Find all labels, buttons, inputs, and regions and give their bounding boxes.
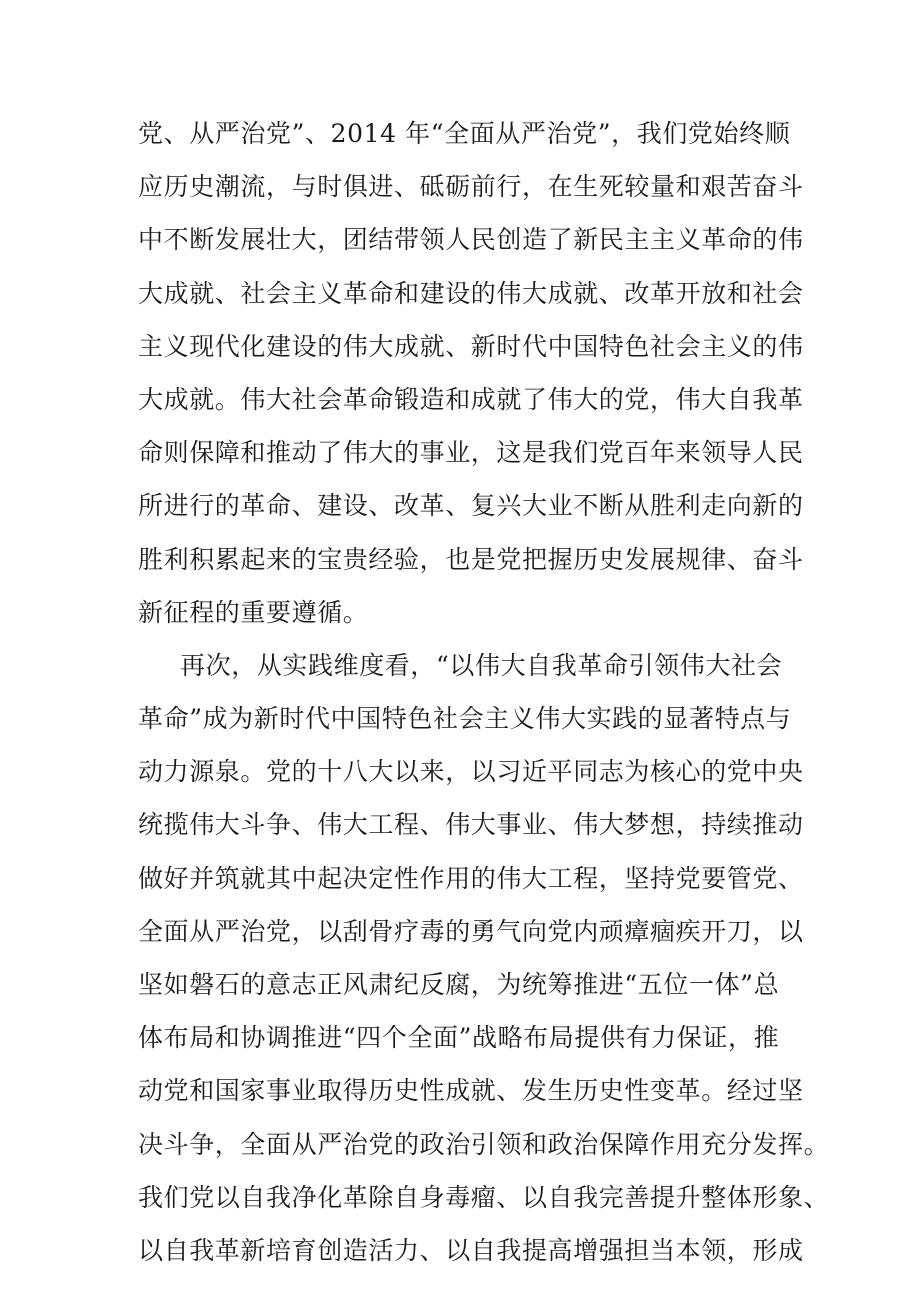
- text-line: 动力源泉。党的十八大以来，以习近平同志为核心的党中央: [138, 757, 804, 787]
- text-line: 党、从严治党”、2014 年“全面从严治党”，我们党始终顺: [138, 119, 791, 148]
- text-line: 胜利积累起来的宝贵经验，也是党把握历史发展规律、奋斗: [138, 544, 804, 574]
- text-line: 统揽伟大斗争、伟大工程、伟大事业、伟大梦想，持续推动: [138, 810, 804, 840]
- text-line: 做好并筑就其中起决定性作用的伟大工程，坚持党要管党、: [138, 863, 804, 893]
- text-line: 全面从严治党，以刮骨疗毒的勇气向党内顽瘴痼疾开刀，以: [138, 916, 804, 946]
- text-line: 大成就。伟大社会革命锻造和成就了伟大的党，伟大自我革: [138, 384, 804, 414]
- text-line: 命则保障和推动了伟大的事业，这是我们党百年来领导人民: [138, 438, 804, 468]
- text-line: 决斗争，全面从严治党的政治引领和政治保障作用充分发挥。: [138, 1129, 830, 1159]
- text-line: 坚如磐石的意志正风肃纪反腐，为统筹推进“五位一体”总: [138, 970, 780, 999]
- paragraph-start-line: 再次，从实践维度看，“以伟大自我革命引领伟大社会: [180, 650, 783, 680]
- body-text: [138, 107, 830, 1277]
- text-line: 革命”成为新时代中国特色社会主义伟大实践的显著特点与: [138, 704, 792, 734]
- text-line: 新征程的重要遵循。: [138, 597, 369, 627]
- text-line: 以自我革新培育创造活力、以自我提高增强担当本领，形成: [138, 1235, 804, 1265]
- text-line: 大成就、社会主义革命和建设的伟大成就、改革开放和社会: [138, 278, 804, 308]
- text-line: 应历史潮流，与时俱进、砥砺前行，在生死较量和艰苦奋斗: [138, 172, 804, 202]
- text-line: 中不断发展壮大，团结带领人民创造了新民主主义革命的伟: [138, 225, 804, 255]
- text-line: 所进行的革命、建设、改革、复兴大业不断从胜利走向新的: [138, 491, 804, 521]
- text-line: 体布局和协调推进“四个全面”战略布局提供有力保证，推: [138, 1023, 780, 1053]
- text-line: 动党和国家事业取得历史性成就、发生历史性变革。经过坚: [138, 1076, 804, 1106]
- text-line: 我们党以自我净化革除自身毒瘤、以自我完善提升整体形象、: [138, 1182, 830, 1212]
- text-line: 主义现代化建设的伟大成就、新时代中国特色社会主义的伟: [138, 331, 804, 361]
